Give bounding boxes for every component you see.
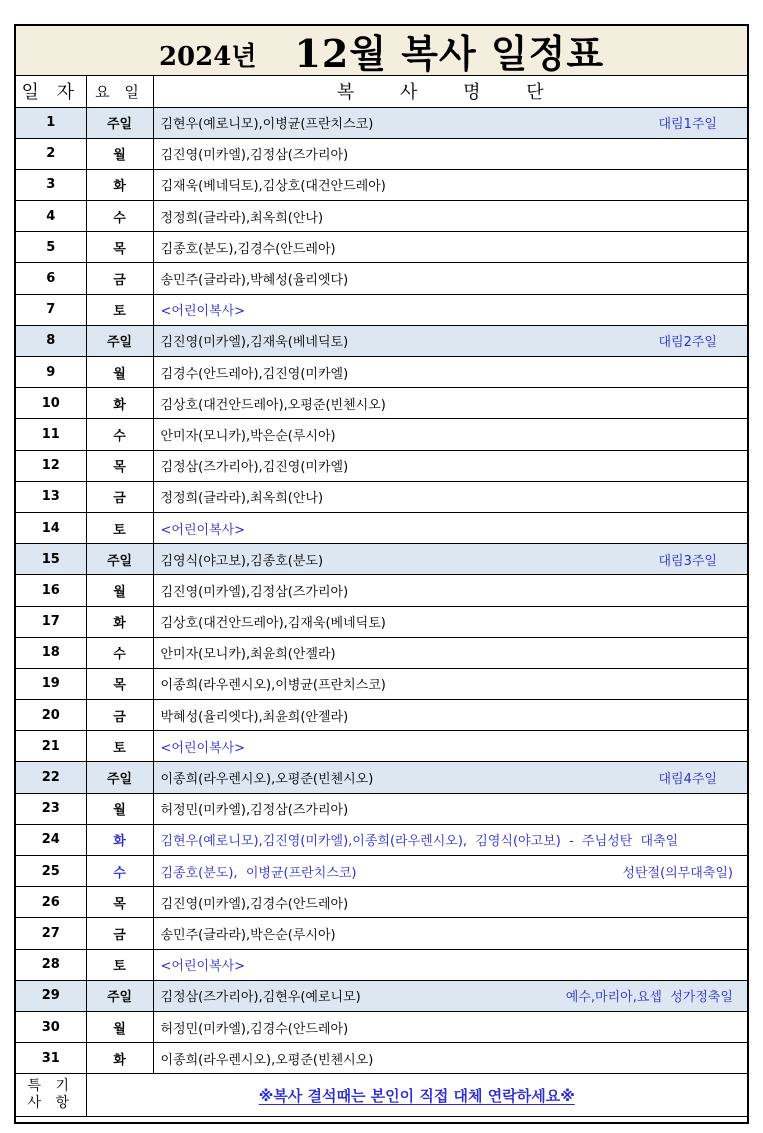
header-day: 일 자 — [16, 76, 86, 107]
weekday-cell: 월 — [86, 357, 153, 388]
title-main: 12월 복사 일정표 — [294, 31, 605, 76]
table-row — [16, 388, 747, 419]
altar-servers: 김정삼(즈가리아),김현우(예로니모) — [160, 990, 361, 1006]
weekday-cell: 주일 — [86, 325, 153, 356]
names-cell — [153, 637, 747, 668]
day-cell: 2 — [16, 138, 86, 169]
names-cell — [153, 138, 747, 169]
remarks-message-cell — [86, 1074, 747, 1117]
weekday-cell: 목 — [86, 450, 153, 481]
table-row — [16, 980, 747, 1011]
day-cell: 26 — [16, 887, 86, 918]
day-cell: 29 — [16, 980, 86, 1011]
altar-servers: 김상호(대건안드레아),김재욱(베네딕토) — [160, 616, 386, 632]
schedule-table — [16, 76, 747, 1117]
names-cell — [153, 263, 747, 294]
weekday-cell: 수 — [86, 201, 153, 232]
names-cell — [153, 201, 747, 232]
day-cell: 16 — [16, 575, 86, 606]
schedule-sheet — [14, 24, 749, 1124]
page-title — [16, 26, 747, 76]
names-cell — [153, 731, 747, 762]
altar-servers: <어린이복사> — [160, 959, 246, 975]
weekday-cell: 주일 — [86, 762, 153, 793]
weekday-cell: 화 — [86, 824, 153, 855]
names-cell — [153, 856, 747, 887]
weekday-cell: 수 — [86, 419, 153, 450]
weekday-cell: 토 — [86, 512, 153, 543]
table-row — [16, 357, 747, 388]
names-cell — [153, 388, 747, 419]
altar-servers: 송민주(글라라),박혜성(율리엣다) — [160, 273, 349, 289]
day-cell: 15 — [16, 544, 86, 575]
weekday-cell: 화 — [86, 169, 153, 200]
names-cell — [153, 762, 747, 793]
title-year: 2024년 — [158, 42, 257, 72]
altar-servers: 송민주(글라라),박은순(루시아) — [160, 927, 336, 943]
names-cell — [153, 325, 747, 356]
table-row — [16, 169, 747, 200]
weekday-cell: 화 — [86, 1043, 153, 1074]
day-cell: 23 — [16, 793, 86, 824]
weekday-cell: 토 — [86, 294, 153, 325]
table-row — [16, 700, 747, 731]
altar-servers: 김진영(미카엘),김정삼(즈가리아) — [160, 148, 349, 164]
table-row — [16, 637, 747, 668]
remarks-label — [16, 1074, 86, 1117]
remarks-label-line1: 특 기 — [27, 1078, 74, 1095]
day-cell: 27 — [16, 918, 86, 949]
liturgical-note: 대림2주일 — [658, 335, 717, 351]
table-row — [16, 1011, 747, 1042]
names-cell — [153, 575, 747, 606]
altar-servers: 김진영(미카엘),김정삼(즈가리아) — [160, 584, 349, 600]
weekday-cell: 토 — [86, 731, 153, 762]
day-cell: 22 — [16, 762, 86, 793]
weekday-cell: 월 — [86, 793, 153, 824]
table-row — [16, 1043, 747, 1074]
names-cell — [153, 481, 747, 512]
names-cell — [153, 918, 747, 949]
day-cell: 7 — [16, 294, 86, 325]
altar-servers: 안미자(모니카),최윤희(안젤라) — [160, 647, 336, 663]
names-cell — [153, 887, 747, 918]
altar-servers: 김영식(야고보),김종호(분도) — [160, 553, 324, 569]
day-cell: 21 — [16, 731, 86, 762]
table-row — [16, 419, 747, 450]
day-cell: 17 — [16, 606, 86, 637]
header-names: 복 사 명 단 — [153, 76, 747, 107]
table-row — [16, 856, 747, 887]
altar-servers: <어린이복사> — [160, 522, 246, 538]
table-row — [16, 263, 747, 294]
day-cell: 28 — [16, 949, 86, 980]
day-cell: 25 — [16, 856, 86, 887]
altar-servers: 허정민(미카엘),김정삼(즈가리아) — [160, 803, 349, 819]
day-cell: 6 — [16, 263, 86, 294]
weekday-cell: 수 — [86, 637, 153, 668]
altar-servers: 이종희(라우렌시오),오평준(빈첸시오) — [160, 1052, 374, 1068]
header-weekday: 요 일 — [86, 76, 153, 107]
weekday-cell: 화 — [86, 388, 153, 419]
table-row — [16, 949, 747, 980]
table-row — [16, 918, 747, 949]
altar-servers: 김경수(안드레아),김진영(미카엘) — [160, 366, 349, 382]
table-row — [16, 762, 747, 793]
table-row — [16, 668, 747, 699]
names-cell — [153, 107, 747, 138]
day-cell: 11 — [16, 419, 86, 450]
day-cell: 19 — [16, 668, 86, 699]
table-row — [16, 512, 747, 543]
table-row — [16, 544, 747, 575]
day-cell: 1 — [16, 107, 86, 138]
altar-servers: 김진영(미카엘),김경수(안드레아) — [160, 896, 349, 912]
table-row — [16, 824, 747, 855]
altar-servers: <어린이복사> — [160, 304, 246, 320]
altar-servers: 정정희(글라라),최옥희(안나) — [160, 210, 324, 226]
day-cell: 20 — [16, 700, 86, 731]
altar-servers: 허정민(미카엘),김경수(안드레아) — [160, 1021, 349, 1037]
table-row — [16, 107, 747, 138]
table-row — [16, 481, 747, 512]
table-row — [16, 294, 747, 325]
weekday-cell: 수 — [86, 856, 153, 887]
weekday-cell: 금 — [86, 263, 153, 294]
names-cell — [153, 793, 747, 824]
remarks-message: ※복사 결석때는 본인이 직접 대체 연락하세요※ — [258, 1086, 575, 1105]
names-cell — [153, 980, 747, 1011]
names-cell — [153, 700, 747, 731]
names-cell — [153, 824, 747, 855]
altar-servers: 이종희(라우렌시오),오평준(빈첸시오) — [160, 772, 374, 788]
altar-servers: 이종희(라우렌시오),이병균(프란치스코) — [160, 678, 386, 694]
names-cell — [153, 606, 747, 637]
weekday-cell: 주일 — [86, 544, 153, 575]
altar-servers: 김종호(분도),김경수(안드레아) — [160, 241, 336, 257]
day-cell: 14 — [16, 512, 86, 543]
table-row — [16, 606, 747, 637]
day-cell: 31 — [16, 1043, 86, 1074]
weekday-cell: 목 — [86, 887, 153, 918]
liturgical-note: 대림4주일 — [658, 772, 717, 788]
remarks-label-line2: 사 항 — [27, 1095, 74, 1112]
altar-servers: <어린이복사> — [160, 740, 246, 756]
schedule-rows — [16, 107, 747, 1074]
table-row — [16, 325, 747, 356]
weekday-cell: 목 — [86, 668, 153, 699]
day-cell: 3 — [16, 169, 86, 200]
day-cell: 18 — [16, 637, 86, 668]
altar-servers: 김진영(미카엘),김재욱(베네딕토) — [160, 335, 349, 351]
names-cell — [153, 232, 747, 263]
day-cell: 8 — [16, 325, 86, 356]
day-cell: 13 — [16, 481, 86, 512]
altar-servers: 김재욱(베네딕토),김상호(대건안드레아) — [160, 179, 386, 195]
names-cell — [153, 949, 747, 980]
names-cell — [153, 419, 747, 450]
liturgical-note: 대림3주일 — [658, 553, 717, 569]
altar-servers: 김종호(분도), 이병균(프란치스코) — [160, 865, 357, 881]
table-row — [16, 201, 747, 232]
table-header-row — [16, 76, 747, 107]
table-row — [16, 887, 747, 918]
names-cell — [153, 544, 747, 575]
liturgical-note: 예수,마리아,요셉 성가정축일 — [565, 990, 733, 1006]
altar-servers: 박혜성(율리엣다),최윤희(안젤라) — [160, 709, 349, 725]
weekday-cell: 화 — [86, 606, 153, 637]
weekday-cell: 금 — [86, 481, 153, 512]
names-cell — [153, 294, 747, 325]
weekday-cell: 금 — [86, 918, 153, 949]
names-cell — [153, 357, 747, 388]
remarks-row — [16, 1074, 747, 1117]
altar-servers: 안미자(모니카),박은순(루시아) — [160, 428, 336, 444]
names-cell — [153, 668, 747, 699]
table-row — [16, 232, 747, 263]
weekday-cell: 월 — [86, 138, 153, 169]
liturgical-note: 성탄절(의무대축일) — [622, 865, 733, 881]
weekday-cell: 월 — [86, 575, 153, 606]
altar-servers: 김현우(예로니모),김진영(미카엘),이종희(라우렌시오), 김영식(야고보) - 주님성탄 대축일 — [160, 834, 679, 850]
day-cell: 30 — [16, 1011, 86, 1042]
altar-servers: 김현우(예로니모),이병균(프란치스코) — [160, 117, 374, 133]
weekday-cell: 월 — [86, 1011, 153, 1042]
names-cell — [153, 450, 747, 481]
table-row — [16, 450, 747, 481]
day-cell: 4 — [16, 201, 86, 232]
names-cell — [153, 512, 747, 543]
table-row — [16, 731, 747, 762]
day-cell: 12 — [16, 450, 86, 481]
altar-servers: 김정삼(즈가리아),김진영(미카엘) — [160, 460, 349, 476]
weekday-cell: 목 — [86, 232, 153, 263]
table-row — [16, 575, 747, 606]
table-row — [16, 138, 747, 169]
altar-servers: 정정희(글라라),최옥희(안나) — [160, 491, 324, 507]
day-cell: 9 — [16, 357, 86, 388]
weekday-cell: 금 — [86, 700, 153, 731]
day-cell: 24 — [16, 824, 86, 855]
names-cell — [153, 1043, 747, 1074]
table-row — [16, 793, 747, 824]
day-cell: 5 — [16, 232, 86, 263]
liturgical-note: 대림1주일 — [658, 117, 717, 133]
weekday-cell: 주일 — [86, 980, 153, 1011]
weekday-cell: 토 — [86, 949, 153, 980]
names-cell — [153, 1011, 747, 1042]
altar-servers: 김상호(대건안드레아),오평준(빈첸시오) — [160, 397, 386, 413]
weekday-cell: 주일 — [86, 107, 153, 138]
day-cell: 10 — [16, 388, 86, 419]
names-cell — [153, 169, 747, 200]
